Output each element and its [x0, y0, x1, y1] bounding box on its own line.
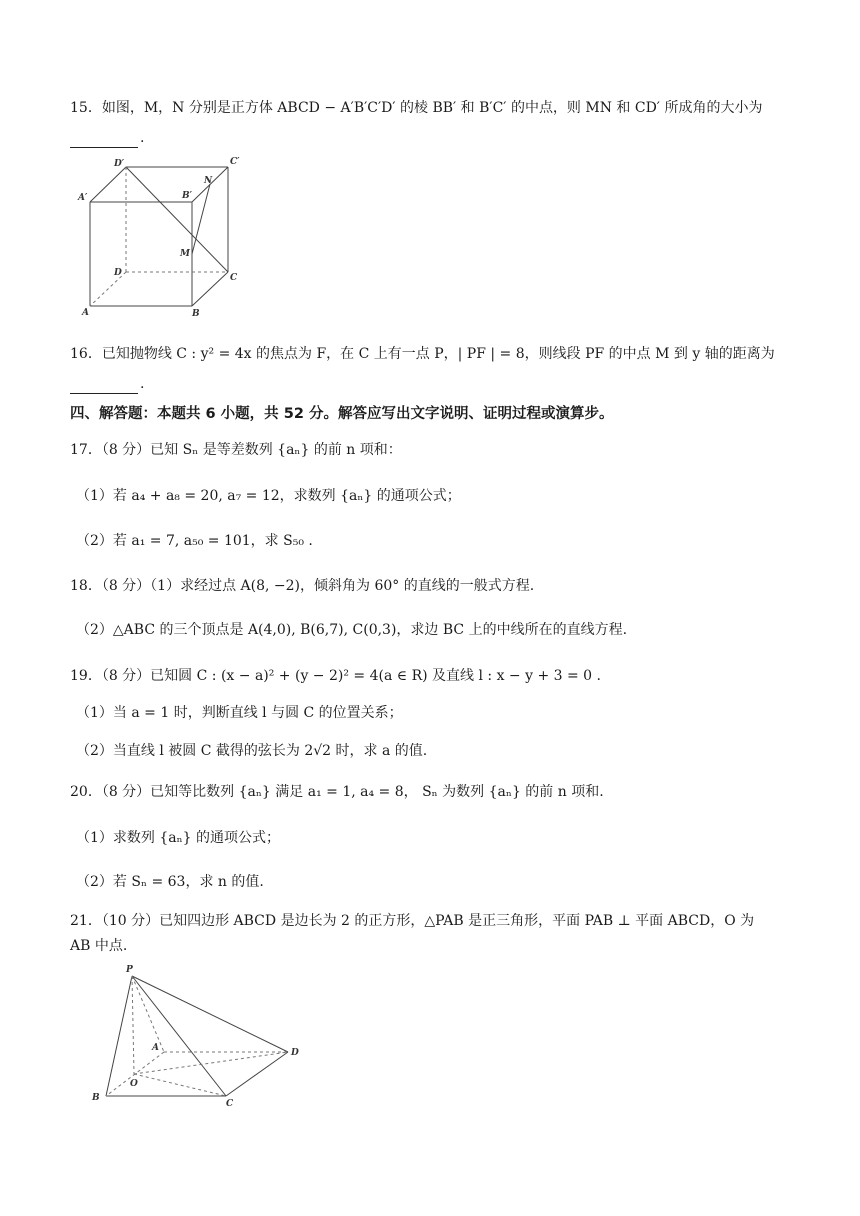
label-A: A: [82, 308, 89, 318]
label-N: N: [204, 176, 213, 186]
q15-answer-blank[interactable]: [70, 133, 138, 148]
label-Bprime: B′: [182, 191, 192, 201]
q16-line2: [70, 374, 144, 394]
q16-period: .: [140, 376, 145, 392]
cube-figure: [76, 152, 246, 322]
label-Cprime: C′: [230, 157, 240, 167]
label-Aprime: A′: [78, 193, 88, 203]
q21-line1: 21．（10 分）已知四边形 ABCD 是边长为 2 的正方形，△PAB 是正三角形，平面 PAB ⊥ 平面 ABCD，O 为: [70, 913, 755, 929]
label-Dprime: D′: [114, 159, 125, 169]
q19-stem: 19．（8 分）已知圆 C : (x − a)² + (y − 2)² = 4(a ∈ R) 及直线 l : x − y + 3 = 0 .: [70, 668, 601, 684]
q19-part2: （2）当直线 l 被圆 C 截得的弦长为 2√2 时，求 a 的值.: [76, 743, 428, 759]
q15-line1: 15．如图，M，N 分别是正方体 ABCD − A′B′C′D′ 的棱 BB′ 和 B′C′ 的中点，则 MN 和 CD′ 所成角的大小为: [70, 100, 763, 116]
label-A2: A: [152, 1043, 159, 1053]
pyramid-figure: [86, 960, 316, 1110]
q15-line2: [70, 128, 144, 148]
label-D2: D: [291, 1048, 299, 1058]
q17-part2: （2）若 a₁ = 7, a₅₀ = 101，求 S₅₀ .: [76, 533, 313, 549]
label-C: C: [230, 273, 238, 283]
q20-stem: 20．（8 分）已知等比数列 {aₙ} 满足 a₁ = 1, a₄ = 8， Sₙ 为数列 {aₙ} 的前 n 项和.: [70, 784, 604, 800]
label-M: M: [180, 249, 190, 259]
q17-stem: 17．（8 分）已知 Sₙ 是等差数列 {aₙ} 的前 n 项和：: [70, 442, 402, 458]
label-P: P: [126, 965, 133, 975]
q18-part2: （2）△ABC 的三个顶点是 A(4,0), B(6,7), C(0,3)，求边 BC 上的中线所在的直线方程.: [76, 622, 628, 638]
q19-part1: （1）当 a = 1 时，判断直线 l 与圆 C 的位置关系；: [76, 705, 403, 721]
q21-line2: AB 中点.: [70, 938, 128, 954]
q15-period: .: [140, 130, 145, 146]
section-4-heading: 四、解答题：本题共 6 小题，共 52 分。解答应写出文字说明、证明过程或演算步。: [70, 406, 614, 422]
q20-part2: （2）若 Sₙ = 63，求 n 的值.: [76, 874, 264, 890]
q16-line1: 16．已知抛物线 C : y² = 4x 的焦点为 F，在 C 上有一点 P，| PF | = 8，则线段 PF 的中点 M 到 y 轴的距离为: [70, 346, 775, 362]
label-B: B: [192, 309, 200, 319]
label-D: D: [114, 268, 122, 278]
q20-part1: （1）求数列 {aₙ} 的通项公式；: [76, 830, 281, 846]
label-B2: B: [92, 1093, 100, 1103]
q17-part1: （1）若 a₄ + a₈ = 20, a₇ = 12，求数列 {aₙ} 的通项公式；: [76, 488, 461, 504]
q18-part1: 18．（8 分）（1）求经过点 A(8, −2)，倾斜角为 60° 的直线的一般式方程.: [70, 578, 535, 594]
q16-answer-blank[interactable]: [70, 379, 138, 394]
label-O: O: [130, 1079, 138, 1089]
label-C2: C: [226, 1099, 234, 1109]
